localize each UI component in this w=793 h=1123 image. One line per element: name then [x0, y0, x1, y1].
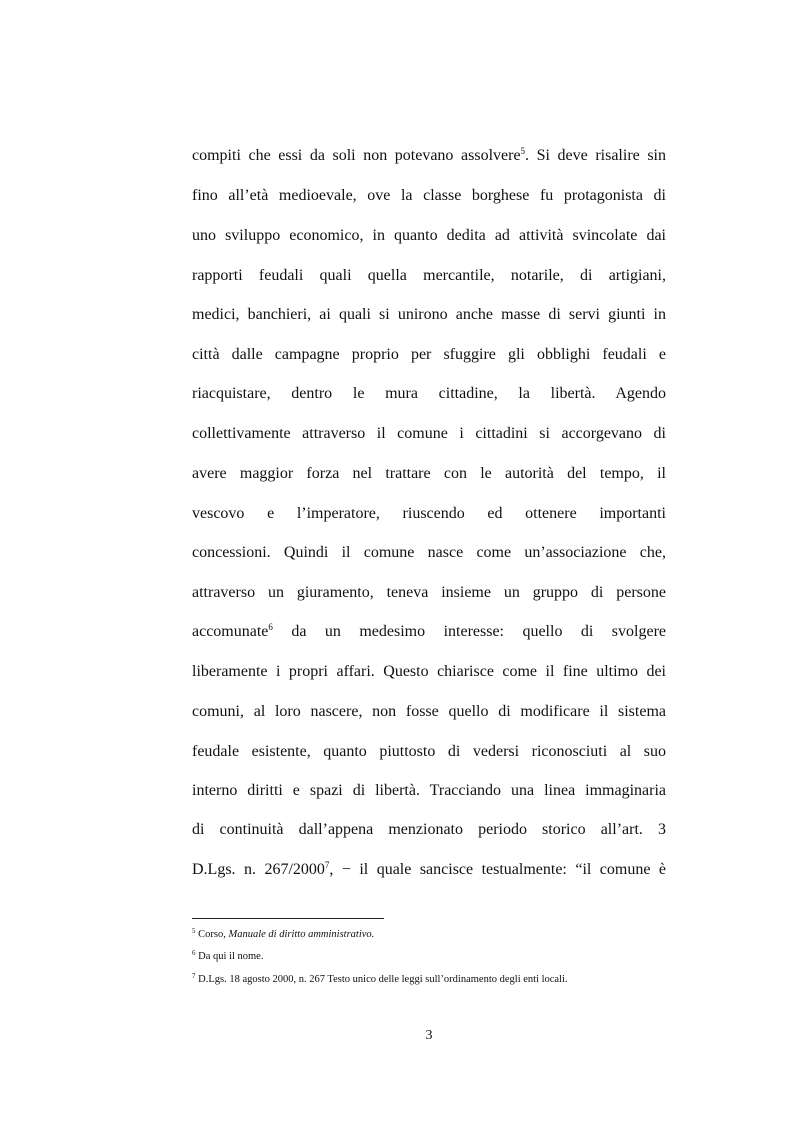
body-line: medici, banchieri, ai quali si unirono anche masse di servi giunti in [192, 306, 666, 323]
body-line: uno sviluppo economico, in quanto dedita ad attività svincolate dai [192, 227, 666, 244]
body-line: di continuità dall’appena menzionato periodo storico all’art. 3 [192, 821, 666, 838]
footnote-7: $^7$ D.Lgs. 18 agosto 2000, n. 267 Testo unico delle leggi sull’ordinamento degli enti locali. [192, 972, 568, 985]
body-line: rapporti feudali quali quella mercantile, notarile, di artigiani, [192, 267, 666, 284]
body-line: accomunate$^6$ da un medesimo interesse: quello di svolgere [192, 622, 666, 640]
body-line: concessioni. Quindi il comune nasce come un’associazione che, [192, 544, 666, 561]
body-line: riacquistare, dentro le mura cittadine, la libertà. Agendo [192, 385, 666, 402]
body-line: feudale esistente, quanto piuttosto di vedersi riconosciuti al suo [192, 743, 666, 760]
body-line: fino all’età medioevale, ove la classe borghese fu protagonista di [192, 187, 666, 204]
body-line: città dalle campagne proprio per sfuggire gli obblighi feudali e [192, 346, 666, 363]
footnote-ref[interactable]: 6 [268, 622, 273, 632]
body-line: compiti che essi da soli non potevano assolvere$^5$. Si deve risalire sin [192, 146, 667, 164]
body-line: D.Lgs. n. 267/2000$^7$, − il quale sancisce testualmente: “il comune è [192, 860, 666, 878]
body-line: collettivamente attraverso il comune i cittadini si accorgevano di [192, 425, 666, 442]
footnote-6: $^6$ Da qui il nome. [192, 949, 264, 962]
body-line: attraverso un giuramento, teneva insieme un gruppo di persone [192, 584, 666, 601]
body-line: comuni, al loro nascere, non fosse quello di modificare il sistema [192, 703, 666, 720]
page-number: 3 [425, 1028, 433, 1043]
footnote-separator [192, 918, 384, 919]
body-line: avere maggior forza nel trattare con le autorità del tempo, il [192, 465, 666, 482]
footnote-5: $^5$ Corso, Manuale di diritto amministrativo. [192, 927, 375, 940]
body-line: interno diritti e spazi di libertà. Tracciando una linea immaginaria [192, 782, 666, 799]
footnote-ref[interactable]: 5 [520, 146, 526, 156]
body-line: liberamente i propri affari. Questo chiarisce come il fine ultimo dei [192, 663, 666, 680]
body-line: vescovo e l’imperatore, riuscendo ed ottenere importanti [192, 505, 666, 522]
footnote-ref[interactable]: 7 [324, 860, 330, 870]
